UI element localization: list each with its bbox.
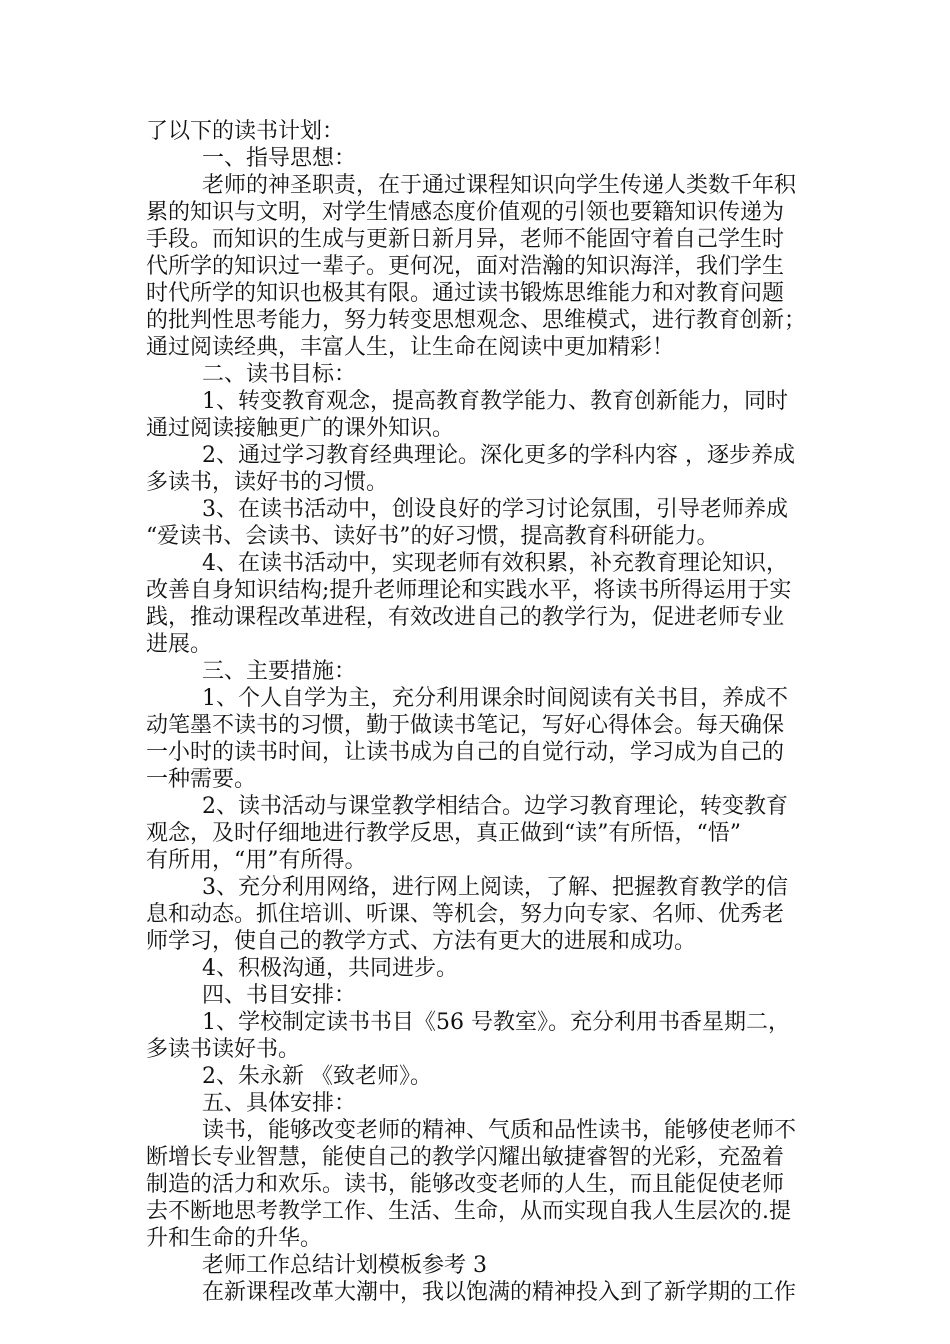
text-line: 的批判性思考能力，努力转变思想观念、思维模式，进行教育创新； <box>146 308 807 333</box>
text-line: 2、朱永新 《致老师》。 <box>202 1064 432 1089</box>
text-line: 一种需要。 <box>146 767 257 792</box>
text-line: 动笔墨不读书的习惯，勤于做读书笔记，写好心得体会。每天确保 <box>146 713 785 738</box>
text-line: 有所用，“用”有所得。 <box>146 848 367 873</box>
text-line: 1、个人自学为主，充分利用课余时间阅读有关书目，养成不 <box>202 686 788 711</box>
text-line: 师学习，使自己的教学方式、方法有更大的进展和成功。 <box>146 929 697 954</box>
text-line: 4、积极沟通，共同进步。 <box>202 956 458 981</box>
text-line: 4、在读书活动中，实现老师有效积累，补充教育理论知识， <box>202 551 788 576</box>
text-line: 一小时的读书时间，让读书成为自己的自觉行动，学习成为自己的 <box>146 740 785 765</box>
text-line: 升和生命的升华。 <box>146 1226 323 1251</box>
text-line: 通过阅读接触更广的课外知识。 <box>146 416 455 441</box>
text-line: 多读书读好书。 <box>146 1037 301 1062</box>
text-line: 2、读书活动与课堂教学相结合。边学习教育理论，转变教育 <box>202 794 788 819</box>
text-line: 践，推动课程改革进程，有效改进自己的教学行为，促进老师专业 <box>146 605 785 630</box>
text-line: 三、主要措施： <box>202 659 357 684</box>
text-line: 老师工作总结计划模板参考 3 <box>202 1253 487 1278</box>
text-line: 改善自身知识结构;提升老师理论和实践水平，将读书所得运用于实 <box>146 578 792 603</box>
text-line: 二、读书目标： <box>202 362 357 387</box>
text-line: 读书，能够改变老师的精神、气质和品性读书，能够使老师不 <box>202 1118 797 1143</box>
text-line: “爱读书、会读书、读好书”的好习惯，提高教育科研能力。 <box>146 524 719 549</box>
text-line: 3、充分利用网络，进行网上阅读，了解、把握教育教学的信 <box>202 875 788 900</box>
text-line: 代所学的知识过一辈子。更何况，面对浩瀚的知识海洋，我们学生 <box>146 254 785 279</box>
text-line: 五、具体安排： <box>202 1091 357 1116</box>
text-line: 进展。 <box>146 632 213 657</box>
text-line: 多读书，读好书的习惯。 <box>146 470 389 495</box>
text-line: 手段。而知识的生成与更新日新月异，老师不能固守着自己学生时 <box>146 227 785 252</box>
text-line: 了以下的读书计划： <box>146 119 345 144</box>
text-line: 四、书目安排： <box>202 983 357 1008</box>
text-line: 累的知识与文明，对学生情感态度价值观的引领也要籍知识传递为 <box>146 200 785 225</box>
text-line: 一、指导思想： <box>202 146 357 171</box>
document-body <box>146 118 810 1306</box>
text-line: 去不断地思考教学工作、生活、生命，从而实现自我人生层次的.提 <box>146 1199 791 1224</box>
text-line: 1、学校制定读书书目《56 号教室》。充分利用书香星期二， <box>202 1010 790 1035</box>
text-line: 1、转变教育观念，提高教育教学能力、教育创新能力，同时 <box>202 389 788 414</box>
text-line: 息和动态。抓住培训、听课、等机会，努力向专家、名师、优秀老 <box>146 902 785 927</box>
text-line: 老师的神圣职责，在于通过课程知识向学生传递人类数千年积 <box>202 173 797 198</box>
text-line: 2、通过学习教育经典理论。深化更多的学科内容 ，逐步养成 <box>202 443 795 468</box>
text-line: 时代所学的知识也极其有限。通过读书锻炼思维能力和对教育问题 <box>146 281 785 306</box>
text-line: 通过阅读经典，丰富人生，让生命在阅读中更加精彩！ <box>146 335 675 360</box>
text-line: 3、在读书活动中，创设良好的学习讨论氛围，引导老师养成 <box>202 497 788 522</box>
text-line: 制造的活力和欢乐。读书，能够改变老师的人生，而且能促使老师 <box>146 1172 785 1197</box>
text-line: 在新课程改革大潮中，我以饱满的精神投入到了新学期的工作 <box>202 1280 797 1305</box>
text-line: 观念，及时仔细地进行教学反思，真正做到“读”有所悟，“悟” <box>146 821 741 846</box>
text-line: 断增长专业智慧，能使自己的教学闪耀出敏捷睿智的光彩，充盈着 <box>146 1145 785 1170</box>
